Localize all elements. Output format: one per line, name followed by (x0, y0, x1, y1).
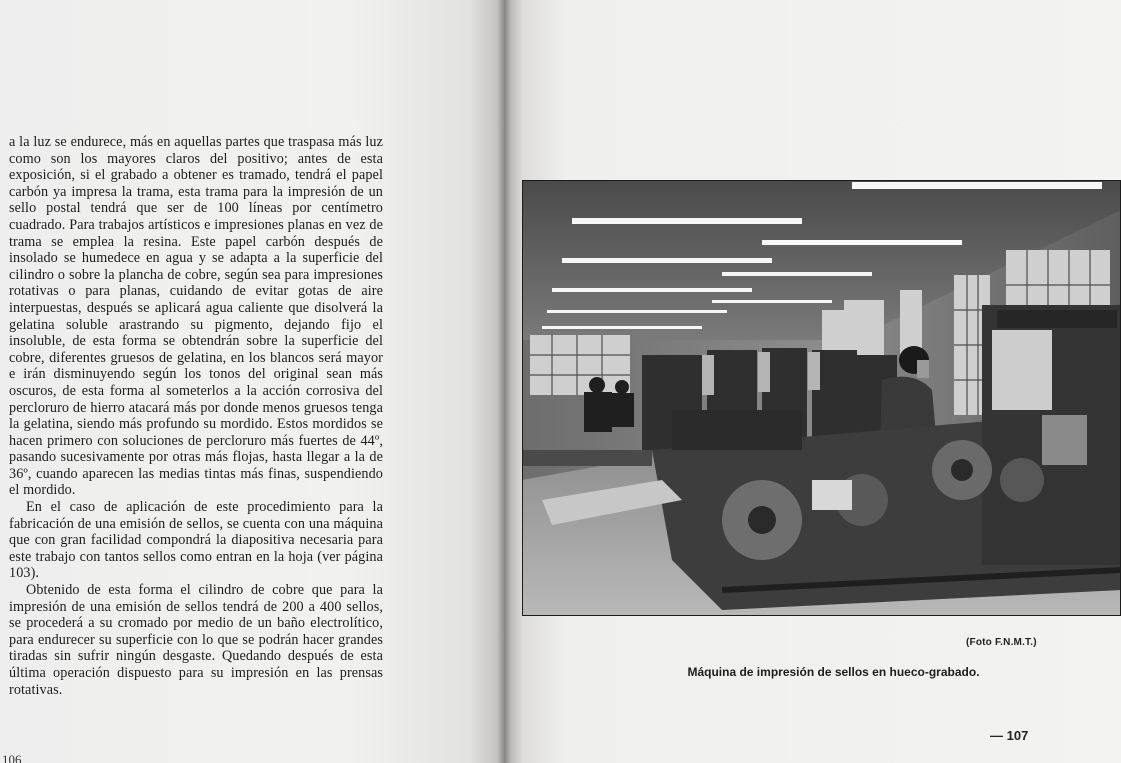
photo-illustration (522, 180, 1121, 616)
photo-credit: (Foto F.N.M.T.) (966, 637, 1037, 648)
printing-press-photo (522, 180, 1121, 616)
book-gutter (497, 0, 511, 763)
right-page-number: — 107 (990, 728, 1029, 743)
paragraph-3: Obtenido de esta forma el cilindro de cobre que para la impresión de una emisión de sellos tendrá de 200 a 400 sellos, se procederá a su cromado por medio de un baño electrolítico, para endurecer su superficie con lo que se podrán hacer grandes tiradas sin sufrir ningún desgaste. Quedando después de esta última operación dispuesto para su impresión en las prensas rotativas. (9, 582, 383, 698)
left-page (0, 0, 504, 763)
left-page-number: 106 (2, 752, 22, 763)
body-text (9, 134, 383, 698)
paragraph-2: En el caso de aplicación de este procedimiento para la fabricación de una emisión de sellos, se cuenta con una máquina que con gran facilidad compondrá la diapositiva necesaria para este trabajo con tantos sellos como entran en la hoja (ver página 103). (9, 499, 383, 582)
photo-caption (522, 665, 1121, 679)
photo-caption-text: Máquina de impresión de sellos en hueco-grabado. (687, 665, 980, 679)
paragraph-1: a la luz se endurece, más en aquellas partes que traspasa más luz como son los mayores claros del positivo; antes de esta exposición, si el grabado a obtener es tramado, tendrá el papel carbón ya impresa la trama, esta trama para la impresión de un sello postal tendrá que ser de 100 líneas por centímetro cuadrado. Para trabajos artísticos e impresiones planas en vez de trama se emplea la resina. Este papel carbón después de insolado se humedece en agua y se adapta a la superficie del cilindro o sobre la plancha de cobre, según sea para impresiones rotativas o para planas, cuidando de evitar gotas de aire interpuestas, después se aplicará agua caliente que disolverá la gelatina soluble arastrando su pigmento, dejando fijo el insoluble, de esta forma se obtendrán sobre la superficie del cobre, diferentes gruesos de gelatina, en los blancos será mayor e irán disminuyendo según los tonos del original sean más oscuros, de esta forma al someterlos a la acción corrosiva del percloruro de hierro atacará más por donde menos gruesos tenga la gelatina, siendo más profundo su mordido. Estos mordidos se hacen primero con soluciones de percloruro más fuertes de 44º, pasando sucesivamente por otras más flojas, hasta llegar a la de 36º, cuando aparecen las medias tintas más finas, suspendiendo el mordido. (9, 134, 383, 499)
